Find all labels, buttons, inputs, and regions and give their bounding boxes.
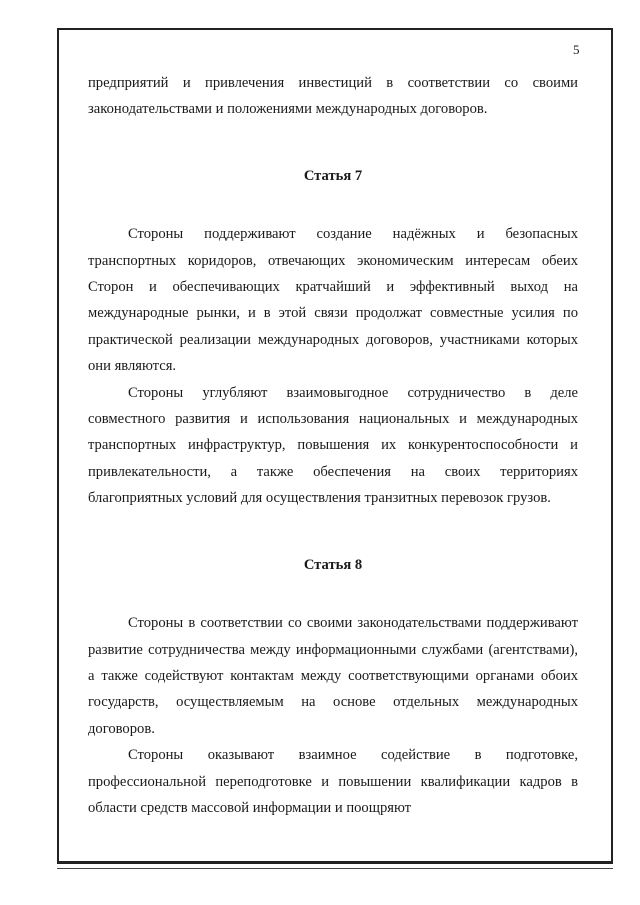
article-8-paragraph-2: Стороны оказывают взаимное содействие в подготовке, профессиональной переподготовке и повышении квалификации кадров в области средств массовой информации и поощряют: [88, 747, 578, 816]
intro-paragraph: предприятий и привлечения инвестиций в соответствии со своими законодательствами и положениями международных договоров.: [88, 75, 578, 118]
article-8-heading: Статья 8: [303, 556, 363, 573]
article-7-heading: Статья 7: [303, 167, 363, 184]
article-8-paragraph-1: Стороны в соответствии со своими законодательствами поддерживают развитие сотрудничества между информационными службами (агентствами), а также содействуют контактам между соответствующими органами обоих государств, осуществляемым на основе отдельных международных договоров.: [88, 615, 578, 737]
page-number: 5: [573, 42, 580, 57]
document-body: [88, 70, 578, 821]
article-7-paragraph-1: Стороны поддерживают создание надёжных и безопасных транспортных коридоров, отвечающих экономическим интересам обеих Сторон и обеспечивающих кратчайший и эффективный выход на международные рынки, и в этой связи продолжат совместные усилия по практической реализации международных договоров, участниками которых они являются.: [88, 226, 578, 375]
article-7-paragraph-2: Стороны углубляют взаимовыгодное сотрудничество в деле совместного развития и использования национальных и международных транспортных инфраструктур, повышения их конкурентоспособности и привлекательности, а также обеспечения на своих территориях благоприятных условий для осуществления транзитных перевозок грузов.: [88, 384, 578, 507]
